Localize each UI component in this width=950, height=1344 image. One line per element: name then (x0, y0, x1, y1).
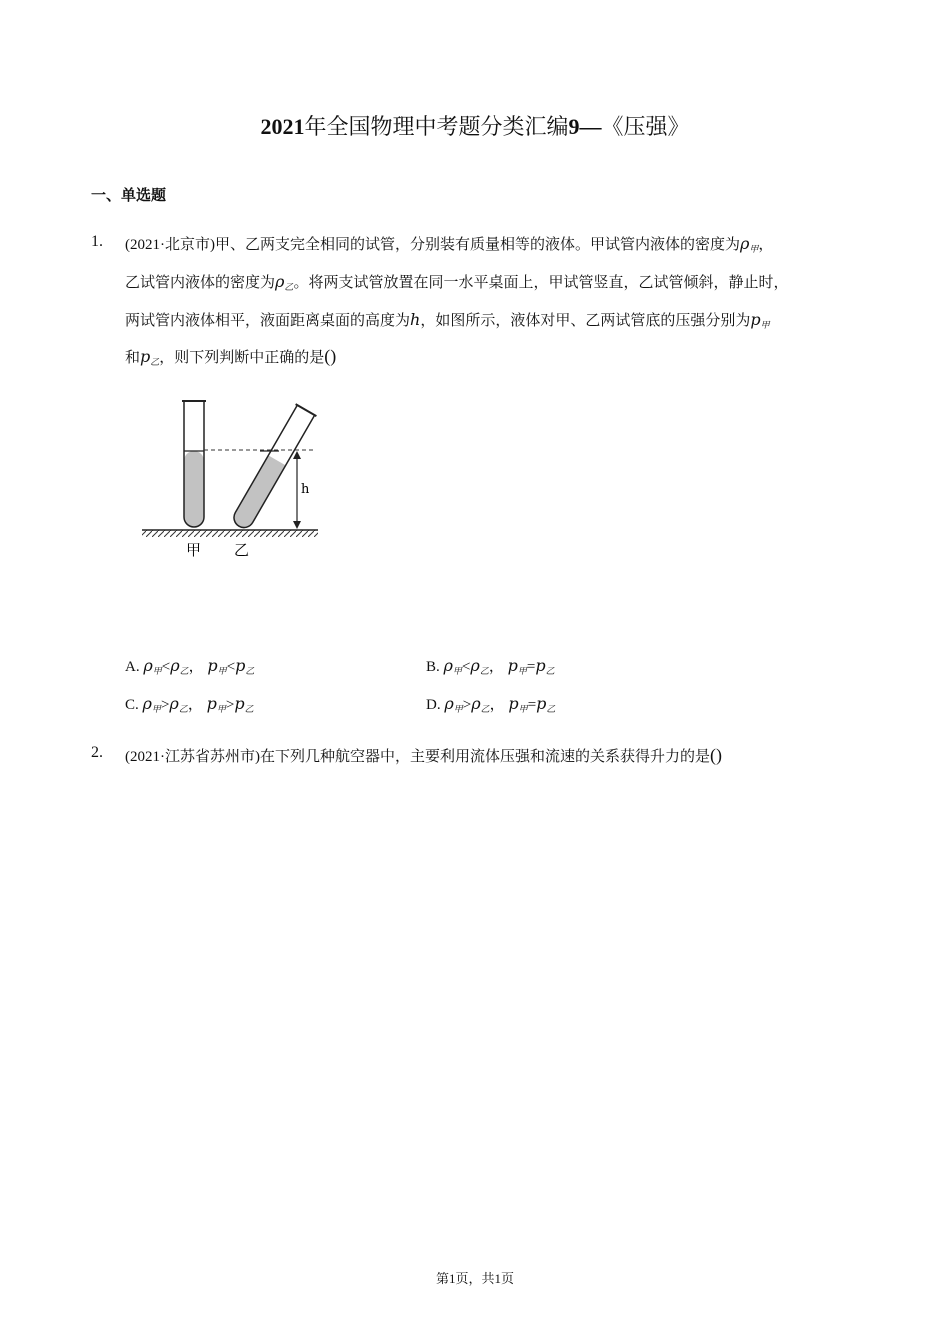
question-1-line-3: 两试管内液体相平，液面距离桌面的高度为h，如图所示，液体对甲、乙两试管底的压强分别为$p_甲$ (125, 310, 770, 330)
ground-hatch (142, 530, 318, 537)
section-heading: 一、单选题 (91, 188, 167, 204)
test-tubes-figure (140, 393, 330, 568)
question-1-number: 1. (91, 233, 103, 250)
option-d[interactable]: D. $\rho_甲>\rho_乙$， $p_甲=p_乙$ (426, 694, 556, 714)
height-label: h (301, 482, 310, 497)
question-1-line-2: 乙试管内液体的密度为$\rho_乙$。将两支试管放置在同一水平桌面上，甲试管竖直，乙试管倾斜，静止时， (125, 272, 789, 292)
option-c[interactable]: C. $\rho_甲>\rho_乙$， $p_甲>p_乙$ (125, 694, 254, 714)
option-b[interactable]: B. $\rho_甲<\rho_乙$， $p_甲=p_乙$ (426, 656, 555, 676)
page-footer: 第1页，共1页 (435, 1271, 514, 1286)
question-2-number: 2. (91, 744, 103, 761)
question-1-line-1: (2021·北京市)甲、乙两支完全相同的试管，分别装有质量相等的液体。甲试管内液体的密度为$\rho_甲$， (125, 234, 774, 254)
page-title: 2021年全国物理中考题分类汇编9—《压强》 (260, 114, 690, 139)
option-a[interactable]: A. $\rho_甲<\rho_乙$， $p_甲<p_乙$ (125, 656, 255, 676)
label-yi: 乙 (234, 541, 250, 559)
liquid-jia (184, 451, 204, 527)
question-2-text: (2021·江苏省苏州市)在下列几种航空器中，主要利用流体压强和流速的关系获得升力的是() (125, 745, 722, 765)
label-jia: 甲 (186, 541, 202, 559)
question-1-line-4: 和$p_乙$，则下列判断中正确的是() (125, 346, 337, 367)
test-tubes-diagram (140, 393, 330, 563)
liquid-yi (230, 455, 285, 531)
